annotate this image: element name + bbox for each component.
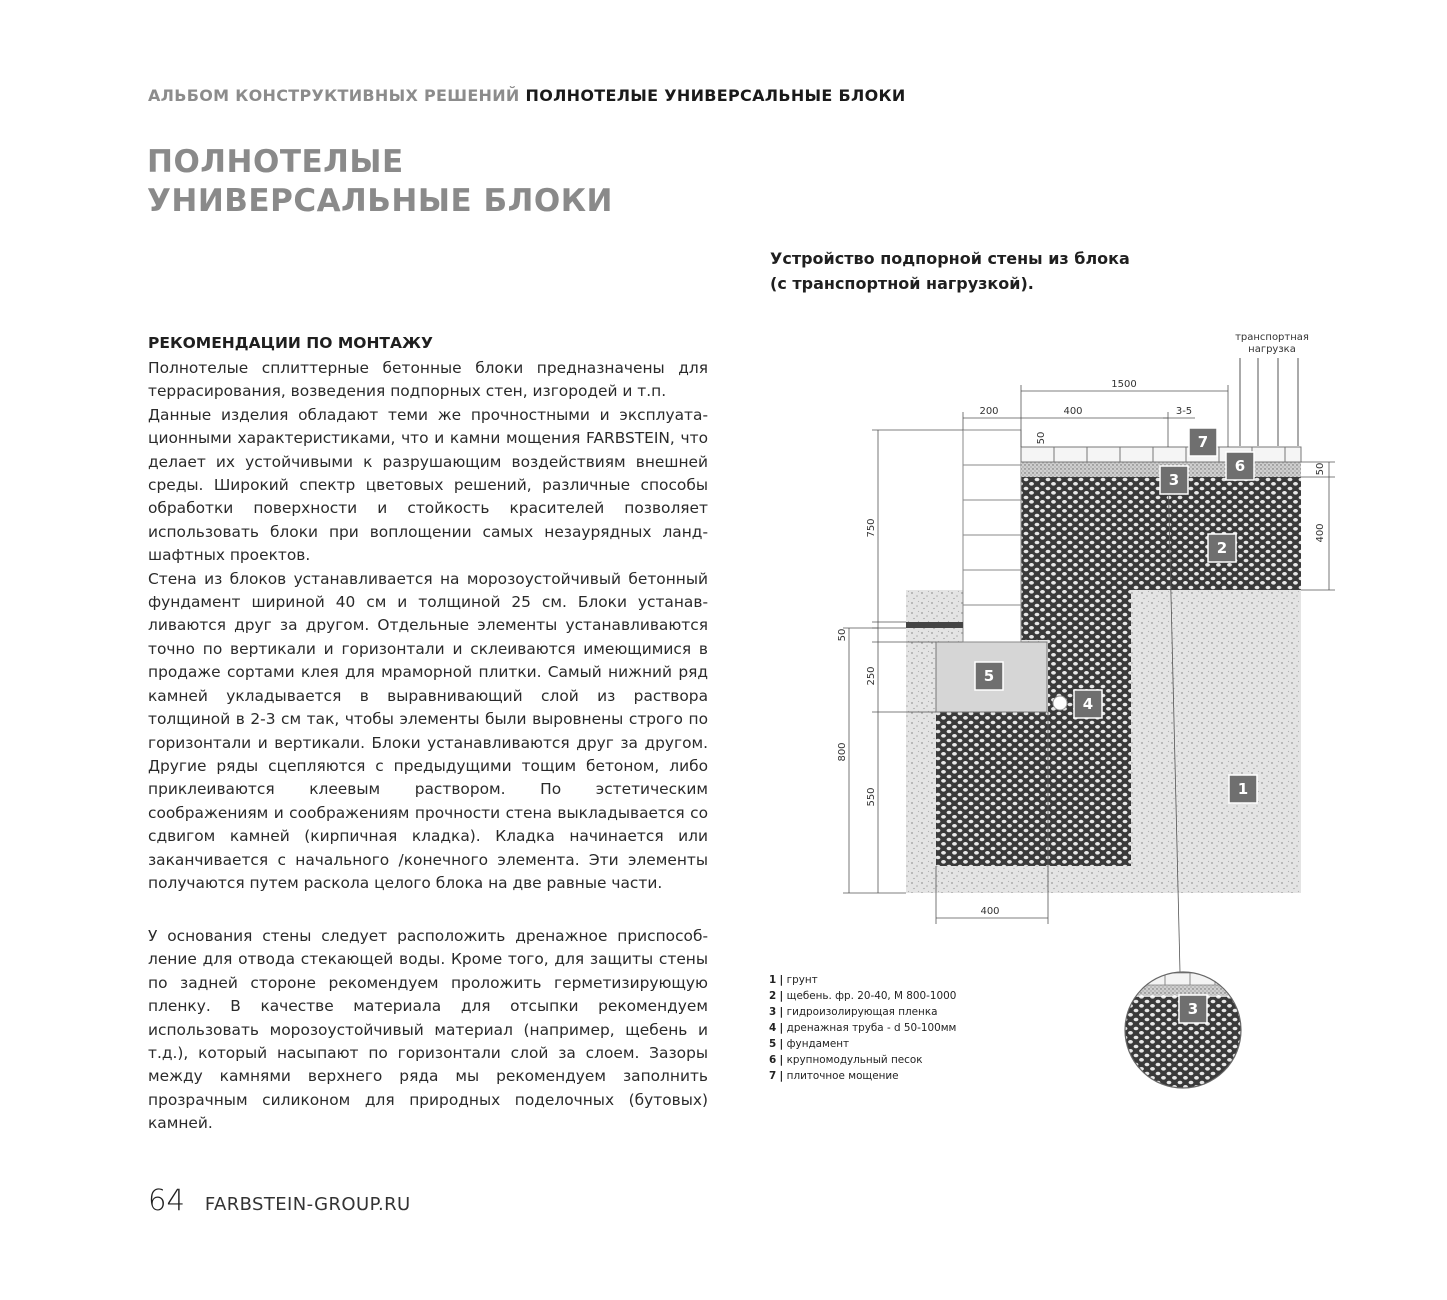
svg-text:3: 3 (1168, 471, 1180, 489)
dim-400-right: 400 (1315, 523, 1326, 543)
legend-item: 7 | плиточное мощение (769, 1070, 899, 1082)
dim-3-5: 3-5 (1175, 406, 1193, 417)
dim-800: 800 (837, 742, 848, 762)
ground-surface-left (906, 622, 963, 628)
legend-item: 2 | щебень. фр. 20-40, М 800-1000 (769, 990, 957, 1002)
svg-text:2: 2 (1216, 539, 1228, 557)
legend-item: 1 | грунт (769, 974, 818, 986)
dim-1500: 1500 (1111, 379, 1137, 390)
block-wall (963, 430, 1021, 642)
detail-tag-3: 3 (1187, 1000, 1199, 1018)
dim-50-left: 50 (837, 628, 848, 642)
paragraph: Данные изделия обладают теми же прочностными и эксплуатационными характеристиками, что и камни мощения FARBSTEIN, что делает их устойчивыми к разрушающим воздействиям внешней среды. Широкий спектр цветовых решений, различные способы обработки поверхности и стойкость красителей позволяет использовать блоки при воплощении самых незаурядных ландшафтных проектов. (148, 405, 708, 565)
page-title-line-2: УНИВЕРСАЛЬНЫЕ БЛОКИ (147, 183, 613, 219)
dim-750: 750 (866, 518, 877, 538)
dim-250: 250 (866, 666, 877, 686)
paragraph: У основания стены следует расположить дренажное приспособление для отвода стекающей воды. Кроме того, для защиты стены по задней стороне рекомендуем проложить герметизирующую пленку. В качестве материала для отсыпки рекомендуем использовать морозоустойчивый материал (например, щебень и т.д.), который насыпают по горизонтали слой за слоем. Зазоры между камнями верхнего ряда мы рекомендуем заполнить прозрачным силиконом для природных поделочных (бутовых) камней. (148, 927, 708, 1133)
diagram-legend (769, 972, 956, 1084)
legend-item: 3 | гидроизолирующая пленка (769, 1006, 938, 1018)
dim-550: 550 (866, 787, 877, 807)
svg-text:4: 4 (1082, 695, 1094, 713)
dim-50-right: 50 (1315, 462, 1326, 476)
figure-caption-line-2: (с транспортной нагрузкой). (770, 274, 1034, 293)
legend-item: 4 | дренажная труба - d 50-100мм (769, 1022, 957, 1034)
chapter-label: ПОЛНОТЕЛЫЕ УНИВЕРСАЛЬНЫЕ БЛОКИ (525, 86, 906, 105)
detail-circle (1120, 970, 1250, 1090)
dim-50-top: 50 (1036, 431, 1047, 445)
paragraph: Полнотелые сплиттерные бетонные блоки предназначены для террасирования, возведения подпорных стен, изгородей и т.п. (148, 359, 708, 401)
figure-caption-line-1: Устройство подпорной стены из блока (770, 249, 1130, 268)
dim-400-top: 400 (1063, 406, 1083, 417)
album-label: АЛЬБОМ КОНСТРУКТИВНЫХ РЕШЕНИЙ (148, 86, 520, 105)
ground-left-area (906, 628, 936, 893)
tag-2 (1208, 534, 1236, 562)
tag-7 (1189, 428, 1217, 456)
tag-4 (1074, 690, 1102, 718)
svg-text:5: 5 (983, 667, 995, 685)
tag-1 (1229, 775, 1257, 803)
page-title-line-1: ПОЛНОТЕЛЫЕ (147, 144, 404, 180)
dim-200: 200 (979, 406, 999, 417)
transport-load-lines (1240, 358, 1298, 446)
svg-text:7: 7 (1197, 433, 1209, 451)
paving-tiles (1021, 447, 1301, 462)
paragraph: Стена из блоков устанавливается на морозоустойчивый бетонный фундамент шириной 40 см и толщиной 25 см. Блоки устанавливаются друг за другом. Отдельные элементы устанавливаются точно по вертикали и горизонтали и склеиваются имеющимися в продаже сортами клея для мраморной плитки. Самый нижний ряд камней укладывается в выравнивающий слой из раствора толщиной в 2-3 см так, чтобы элементы были выровнены строго по горизонтали и вертикали. Блоки устанавливаются друг за другом. Другие ряды сцепляются с предыдущими тощим бетоном, либо приклеиваются клеевым раствором. По эстетическим соображениям и соображениям прочности стена выкладывается со сдвигом камней (кирпичная кладка). Кладка начинается или заканчивается с начального /конечного элемента. Эти элементы получаются путем раскола целого блока на две равные части. (148, 569, 708, 892)
tag-5 (975, 662, 1003, 690)
page-number: 64 (148, 1183, 185, 1217)
site-url: FARBSTEIN-GROUP.RU (204, 1194, 411, 1215)
section-heading: РЕКОМЕНДАЦИИ ПО МОНТАЖУ (148, 334, 433, 352)
load-label-line-1: транспортная (1235, 332, 1309, 343)
load-label-line-2: нагрузка (1248, 344, 1296, 355)
legend-item: 6 | крупномодульный песок (769, 1054, 923, 1066)
svg-text:1: 1 (1237, 780, 1249, 798)
tag-6 (1226, 452, 1254, 480)
svg-text:6: 6 (1234, 457, 1246, 475)
drainage-pipe (1053, 696, 1067, 710)
legend-item: 5 | фундамент (769, 1038, 850, 1050)
page-footer (148, 1183, 411, 1217)
tag-3 (1160, 466, 1188, 494)
dim-400-bottom: 400 (980, 906, 1000, 917)
